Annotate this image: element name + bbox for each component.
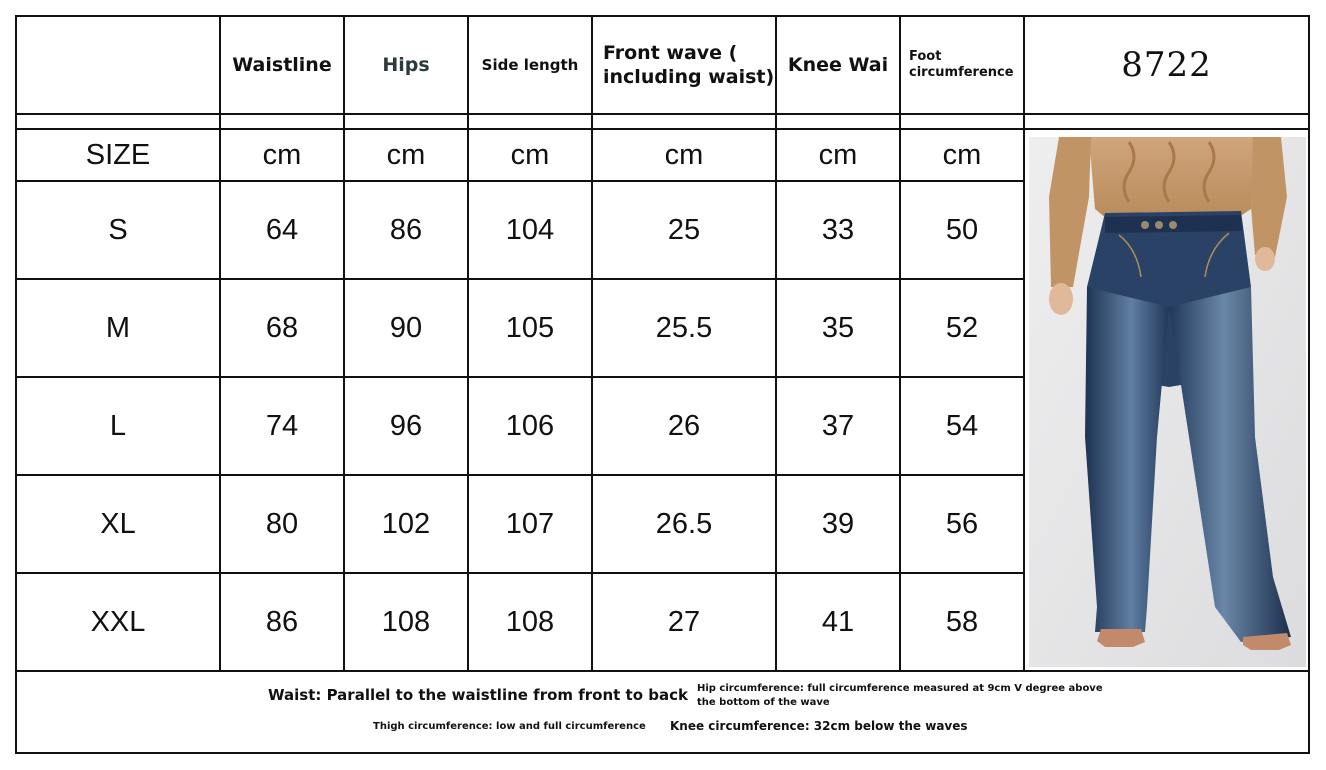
value-cell: 90 xyxy=(389,311,423,344)
value-cell: 27 xyxy=(667,605,701,638)
header-waistline: Waistline xyxy=(232,54,332,76)
grid-line xyxy=(1023,15,1025,672)
unit-cell: cm xyxy=(262,138,302,171)
value-cell: 86 xyxy=(265,605,299,638)
note-thigh: Thigh circumference: low and full circumference xyxy=(373,721,646,732)
value-cell: 41 xyxy=(821,605,855,638)
value-cell: 108 xyxy=(381,605,431,638)
grid-line xyxy=(15,670,1310,672)
value-cell: 25.5 xyxy=(655,311,713,344)
value-cell: 64 xyxy=(265,213,299,246)
header-knee: Knee Wai xyxy=(787,54,889,76)
size-cell: M xyxy=(105,311,131,344)
value-cell: 68 xyxy=(265,311,299,344)
note-knee: Knee circumference: 32cm below the waves xyxy=(670,719,968,733)
unit-cell: cm xyxy=(510,138,550,171)
size-cell: L xyxy=(109,409,127,442)
product-code: 8722 xyxy=(1121,45,1212,85)
value-cell: 33 xyxy=(821,213,855,246)
value-cell: 108 xyxy=(505,605,555,638)
header-foot-circumference: Foot circumference xyxy=(909,49,1014,80)
product-photo xyxy=(1029,137,1306,667)
note-hip: Hip circumference: full circumference measured at 9cm V degree above the bottom of the wave xyxy=(697,683,1103,708)
value-cell: 106 xyxy=(505,409,555,442)
value-cell: 25 xyxy=(667,213,701,246)
note-waist: Waist: Parallel to the waistline from front to back xyxy=(268,686,688,704)
value-cell: 37 xyxy=(821,409,855,442)
value-cell: 102 xyxy=(381,507,431,540)
unit-cell: cm xyxy=(664,138,704,171)
size-cell: XXL xyxy=(90,605,146,638)
value-cell: 26.5 xyxy=(655,507,713,540)
value-cell: 50 xyxy=(945,213,979,246)
unit-cell: cm xyxy=(818,138,858,171)
size-cell: XL xyxy=(100,507,136,540)
value-cell: 80 xyxy=(265,507,299,540)
value-cell: 56 xyxy=(945,507,979,540)
unit-cell: cm xyxy=(386,138,426,171)
header-front-wave: Front wave ( including waist) xyxy=(603,42,775,88)
value-cell: 52 xyxy=(945,311,979,344)
value-cell: 39 xyxy=(821,507,855,540)
value-cell: 96 xyxy=(389,409,423,442)
value-cell: 54 xyxy=(945,409,979,442)
size-label: SIZE xyxy=(85,138,151,171)
value-cell: 58 xyxy=(945,605,979,638)
value-cell: 104 xyxy=(505,213,555,246)
value-cell: 86 xyxy=(389,213,423,246)
grid-line xyxy=(15,113,1310,115)
value-cell: 35 xyxy=(821,311,855,344)
value-cell: 105 xyxy=(505,311,555,344)
value-cell: 74 xyxy=(265,409,299,442)
header-side-length: Side length xyxy=(481,56,579,74)
unit-cell: cm xyxy=(942,138,982,171)
size-cell: S xyxy=(108,213,128,246)
value-cell: 107 xyxy=(505,507,555,540)
value-cell: 26 xyxy=(667,409,701,442)
header-hips: Hips xyxy=(382,54,430,76)
